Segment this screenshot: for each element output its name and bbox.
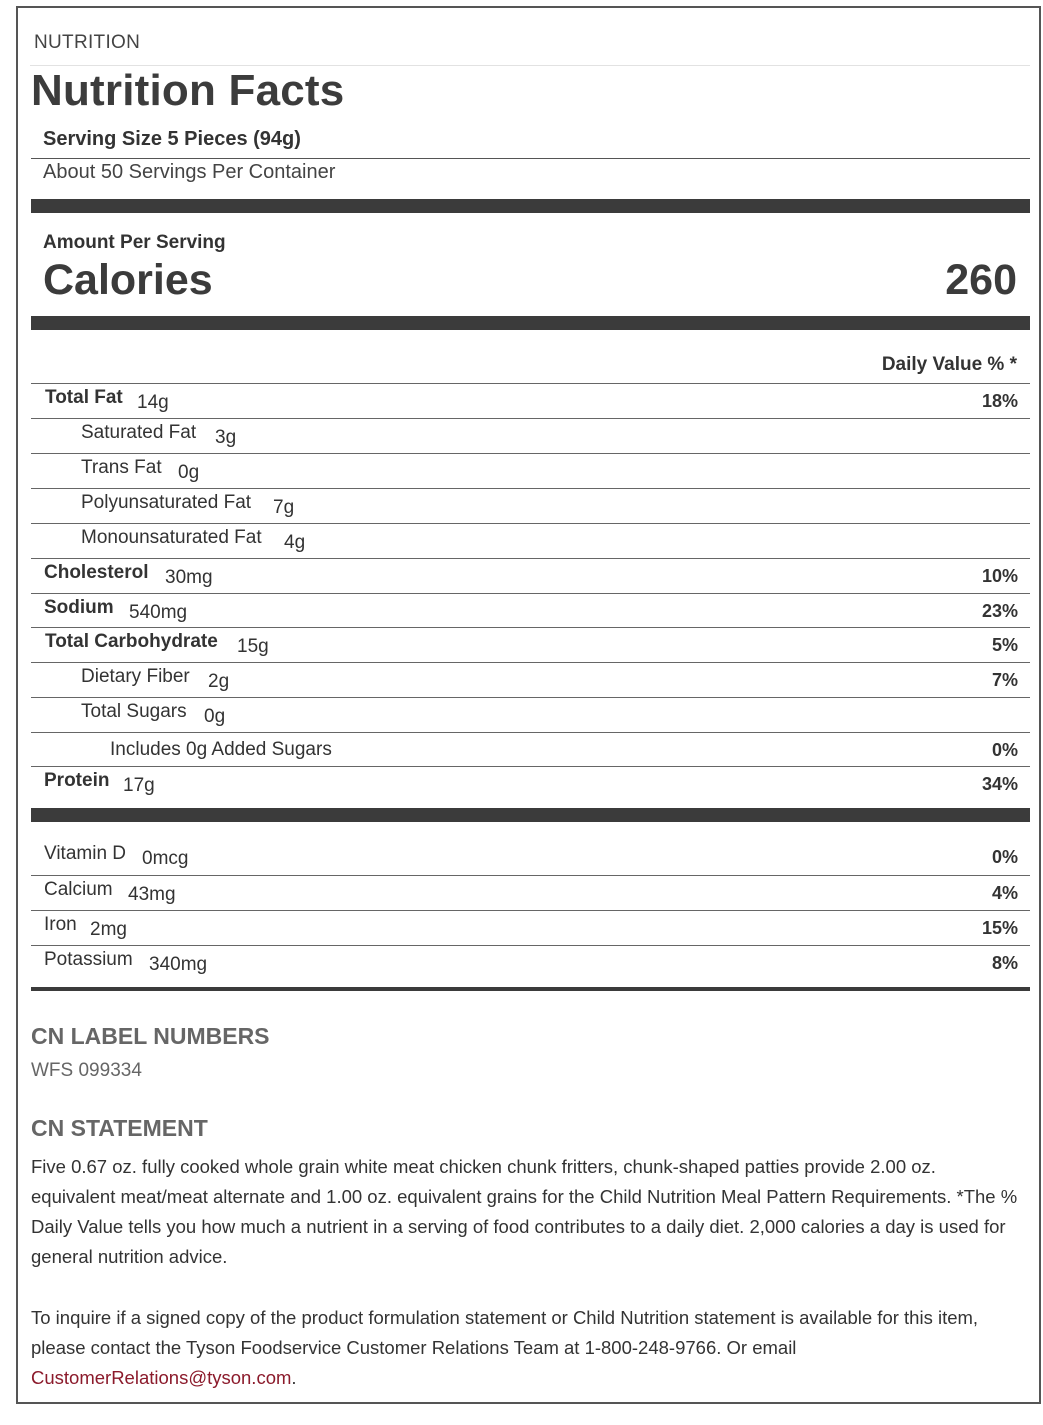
nutrient-percent: 18%	[981, 391, 1018, 411]
nutrient-percent: 0%	[991, 740, 1018, 760]
inquiry-paragraph	[31, 1303, 1021, 1393]
nutrient-percent: 7%	[991, 670, 1018, 690]
nutrient-amount: 15g	[237, 636, 269, 657]
nutrient-name: Dietary Fiber	[81, 666, 190, 687]
vitamin-amount: 43mg	[128, 884, 176, 905]
nutrient-row-saturated-fat	[31, 418, 1030, 453]
vitamin-name: Potassium	[44, 949, 133, 970]
daily-value-header: Daily Value % *	[881, 354, 1017, 375]
nutrient-name: Total Fat	[45, 387, 123, 408]
calories-label: Calories	[43, 256, 213, 304]
nutrient-amount: 2g	[208, 671, 230, 692]
nutrient-row-trans-fat	[31, 453, 1030, 488]
inquiry-text: To inquire if a signed copy of the product formulation statement or Child Nutrition statement is available for this item, please contact the Tyson Foodservice Customer Relations Team at 1-800-248-9766. Or email	[31, 1307, 979, 1358]
nutrient-name: Protein	[44, 770, 110, 791]
vitamin-percent: 4%	[991, 883, 1018, 903]
nutrient-row-total-fat	[31, 383, 1030, 418]
vitamin-name: Calcium	[44, 879, 113, 900]
nutrient-name: Includes 0g Added Sugars	[110, 739, 332, 760]
vitamin-row-calcium	[31, 875, 1030, 910]
nutrient-row-sodium	[31, 593, 1030, 628]
cn-statement-heading: CN STATEMENT	[31, 1115, 208, 1141]
nutrient-name: Total Sugars	[81, 701, 187, 722]
nutrient-amount: 4g	[284, 532, 306, 553]
nutrient-row-protein	[31, 766, 1030, 801]
nutrient-name: Cholesterol	[44, 562, 149, 583]
cn-statement-text: Five 0.67 oz. fully cooked whole grain white meat chicken chunk fritters, chunk-shaped patties provide 2.00 oz. equivalent meat/meat alternate and 1.00 oz. equivalent grains for the Child Nutrition Meal Pattern Requirements. *The % Daily Value tells you how much a nutrient in a serving of food contributes to a daily diet. 2,000 calories a day is used for general nutrition advice.	[31, 1156, 1018, 1267]
nutrient-row-total-carbohydrate	[31, 627, 1030, 662]
nutrition-facts-title: Nutrition Facts	[31, 66, 345, 115]
nutrient-row-monounsaturated-fat	[31, 523, 1030, 558]
inquiry-end: .	[291, 1367, 297, 1388]
nutrient-percent: 5%	[991, 635, 1018, 655]
vitamin-percent: 8%	[991, 953, 1018, 973]
label-bottom-border	[31, 987, 1030, 991]
customer-relations-email-link[interactable]: CustomerRelations@tyson.com	[31, 1367, 292, 1388]
nutrient-amount: 540mg	[129, 602, 188, 623]
thick-divider	[31, 199, 1030, 213]
vitamin-amount: 0mcg	[142, 848, 189, 869]
cn-label-numbers-heading: CN LABEL NUMBERS	[31, 1023, 270, 1049]
section-label: NUTRITION	[34, 32, 141, 53]
vitamin-row-potassium	[31, 945, 1030, 980]
vitamin-amount: 340mg	[149, 954, 208, 975]
cn-label-number: WFS 099334	[31, 1060, 142, 1081]
nutrient-percent: 10%	[981, 566, 1018, 586]
nutrient-name: Polyunsaturated Fat	[81, 492, 252, 513]
nutrient-amount: 14g	[137, 392, 169, 413]
calories-value: 260	[945, 256, 1017, 304]
nutrient-amount: 7g	[273, 497, 295, 518]
vitamin-row-vitamin-d	[31, 840, 1030, 875]
nutrient-row-polyunsaturated-fat	[31, 488, 1030, 523]
nutrient-row-added-sugars	[31, 732, 1030, 767]
nutrient-name: Monounsaturated Fat	[81, 527, 262, 548]
amount-per-serving: Amount Per Serving	[43, 232, 226, 253]
vitamin-name: Iron	[44, 914, 77, 935]
nutrient-name: Saturated Fat	[81, 422, 197, 443]
vitamin-percent: 0%	[991, 847, 1018, 867]
thick-divider	[31, 316, 1030, 330]
nutrient-percent: 34%	[981, 774, 1018, 794]
servings-per-container: About 50 Servings Per Container	[43, 161, 336, 183]
nutrient-percent: 23%	[981, 601, 1018, 621]
nutrient-amount: 0g	[204, 706, 226, 727]
divider	[31, 158, 1030, 159]
nutrient-name: Trans Fat	[81, 457, 162, 478]
nutrient-amount: 0g	[178, 462, 200, 483]
nutrient-row-dietary-fiber	[31, 662, 1030, 697]
vitamin-name: Vitamin D	[44, 843, 127, 864]
nutrient-row-cholesterol	[31, 558, 1030, 593]
nutrient-amount: 17g	[123, 775, 155, 796]
vitamin-row-iron	[31, 910, 1030, 945]
thick-divider	[31, 808, 1030, 822]
vitamin-amount: 2mg	[90, 919, 127, 940]
nutrient-amount: 3g	[215, 427, 237, 448]
nutrient-name: Sodium	[44, 597, 114, 618]
nutrient-amount: 30mg	[165, 567, 213, 588]
nutrient-name: Total Carbohydrate	[45, 631, 218, 652]
nutrient-row-total-sugars	[31, 697, 1030, 732]
vitamin-percent: 15%	[981, 918, 1018, 938]
serving-size: Serving Size 5 Pieces (94g)	[43, 128, 301, 150]
